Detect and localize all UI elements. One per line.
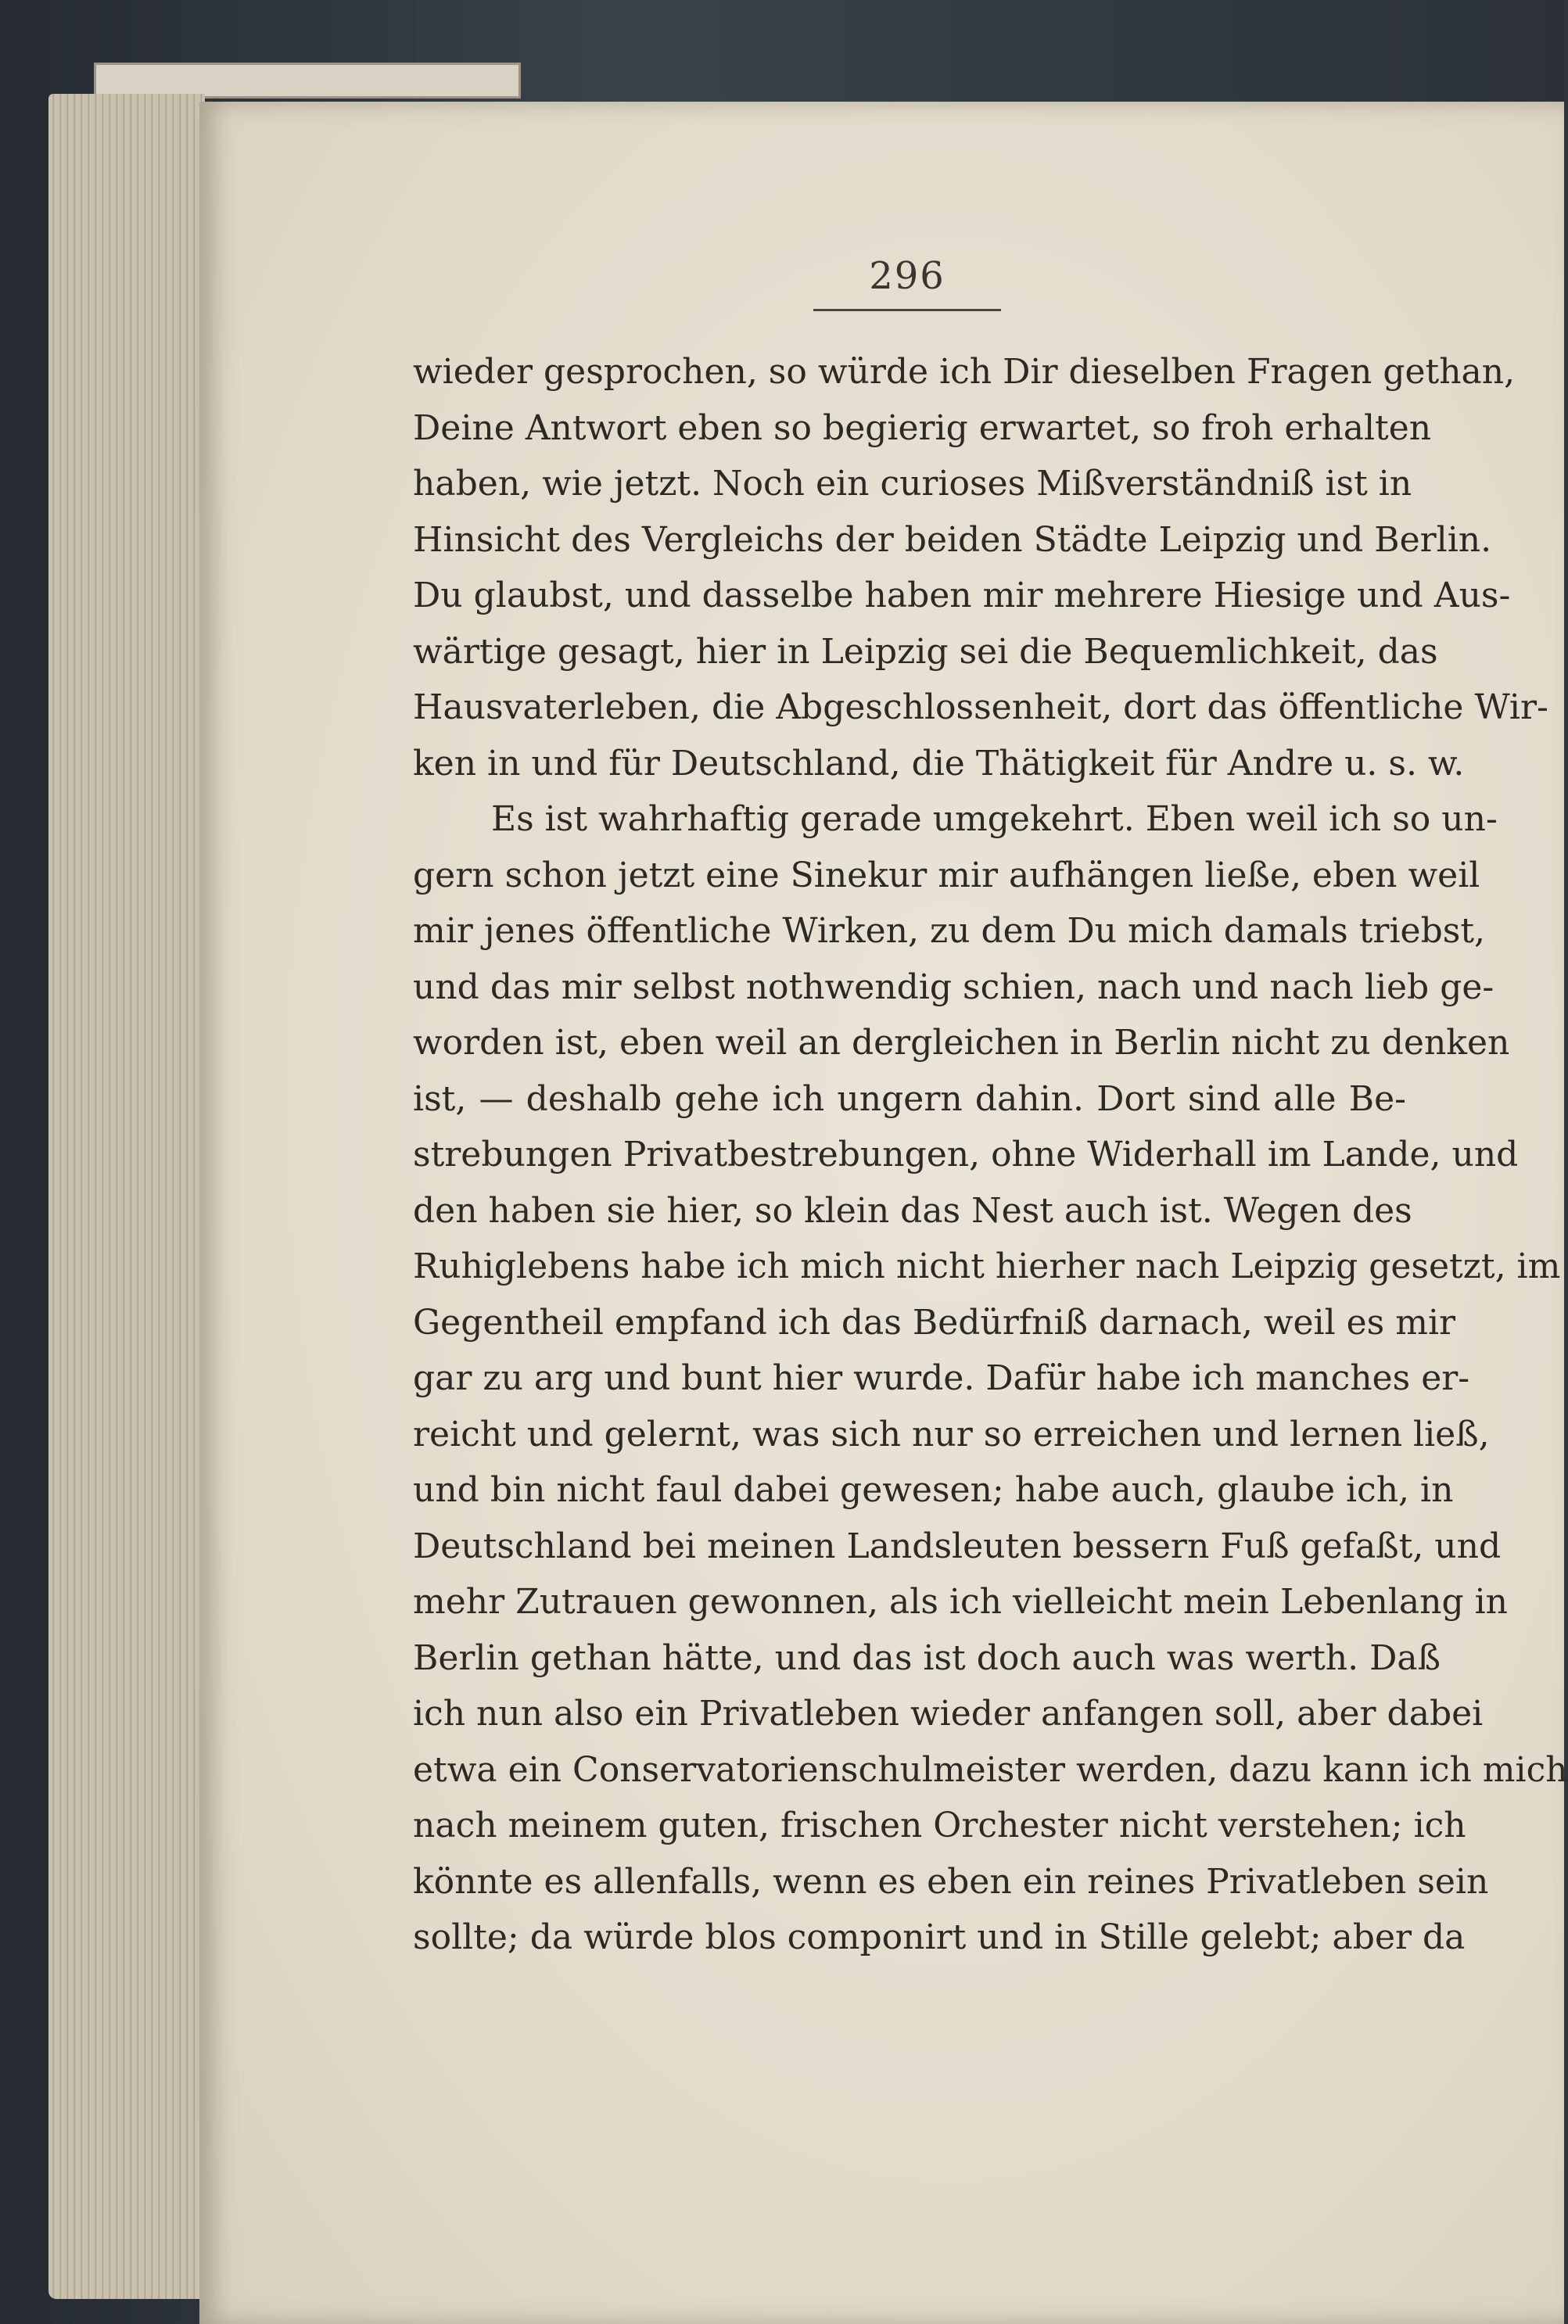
text-line: Du glaubst, und dasselbe haben mir mehrere Hiesige und Aus- (413, 576, 1511, 615)
text-line: haben, wie jetzt. Noch ein curioses Mißverständniß ist in (413, 464, 1412, 504)
text-line: mir jenes öffentliche Wirken, zu dem Du mich damals triebst, (413, 911, 1485, 951)
text-line: sollte; da würde blos componirt und in Stille gelebt; aber da (413, 1917, 1466, 1957)
text-line: und bin nicht faul dabei gewesen; habe auch, glaube ich, in (413, 1470, 1454, 1510)
text-line: und das mir selbst nothwendig schien, nach und nach lieb ge- (413, 967, 1494, 1007)
text-line: Deine Antwort eben so begierig erwartet, so froh erhalten (413, 407, 1432, 448)
text-line: etwa ein Conservatorienschulmeister werden, dazu kann ich mich (413, 1749, 1568, 1790)
text-line: reicht und gelernt, was sich nur so erreichen und lernen ließ, (413, 1414, 1490, 1454)
page-edges (48, 94, 205, 2299)
text-line: ken in und für Deutschland, die Thätigkeit für Andre u. s. w. (413, 743, 1465, 784)
text-line: strebungen Privatbestrebungen, ohne Widerhall im Lande, und (413, 1135, 1519, 1175)
text-line-paragraph-start: Es ist wahrhaftig gerade umgekehrt. Eben weil ich so un- (491, 799, 1498, 839)
text-line: nach meinem guten, frischen Orchester nicht verstehen; ich (413, 1806, 1466, 1845)
text-line: wärtige gesagt, hier in Leipzig sei die Bequemlichkeit, das (413, 631, 1438, 672)
text-line: Berlin gethan hätte, und das ist doch auch was werth. Daß (413, 1637, 1441, 1678)
text-line: Gegentheil empfand ich das Bedürfniß darnach, weil es mir (413, 1302, 1456, 1343)
text-line: ist, — deshalb gehe ich ungern dahin. Dort sind alle Be- (413, 1078, 1406, 1119)
text-line: den haben sie hier, so klein das Nest auch ist. Wegen des (413, 1190, 1412, 1231)
text-line: Ruhiglebens habe ich mich nicht hierher nach Leipzig gesetzt, im (413, 1246, 1561, 1286)
text-line: mehr Zutrauen gewonnen, als ich vielleicht mein Lebenlang in (413, 1582, 1509, 1622)
text-line: Hausvaterleben, die Abgeschlossenheit, dort das öffentliche Wir- (413, 687, 1548, 727)
text-line: Deutschland bei meinen Landsleuten bessern Fuß gefaßt, und (413, 1526, 1502, 1566)
page-body-text (413, 344, 1568, 1966)
page-number-rule (813, 309, 1001, 311)
text-line: gar zu arg und bunt hier wurde. Dafür habe ich manches er- (413, 1358, 1470, 1398)
page-number: 296 (869, 254, 945, 298)
text-line: gern schon jetzt eine Sinekur mir aufhängen ließe, eben weil (413, 855, 1480, 895)
text-line: worden ist, eben weil an dergleichen in Berlin nicht zu denken (413, 1023, 1510, 1063)
text-line: ich nun also ein Privatleben wieder anfangen soll, aber dabei (413, 1694, 1484, 1734)
text-line: Hinsicht des Vergleichs der beiden Städte Leipzig und Berlin. (413, 519, 1492, 560)
text-line: könnte es allenfalls, wenn es eben ein reines Privatleben sein (413, 1861, 1489, 1902)
text-line: wieder gesprochen, so würde ich Dir dieselben Fragen gethan, (413, 352, 1516, 392)
